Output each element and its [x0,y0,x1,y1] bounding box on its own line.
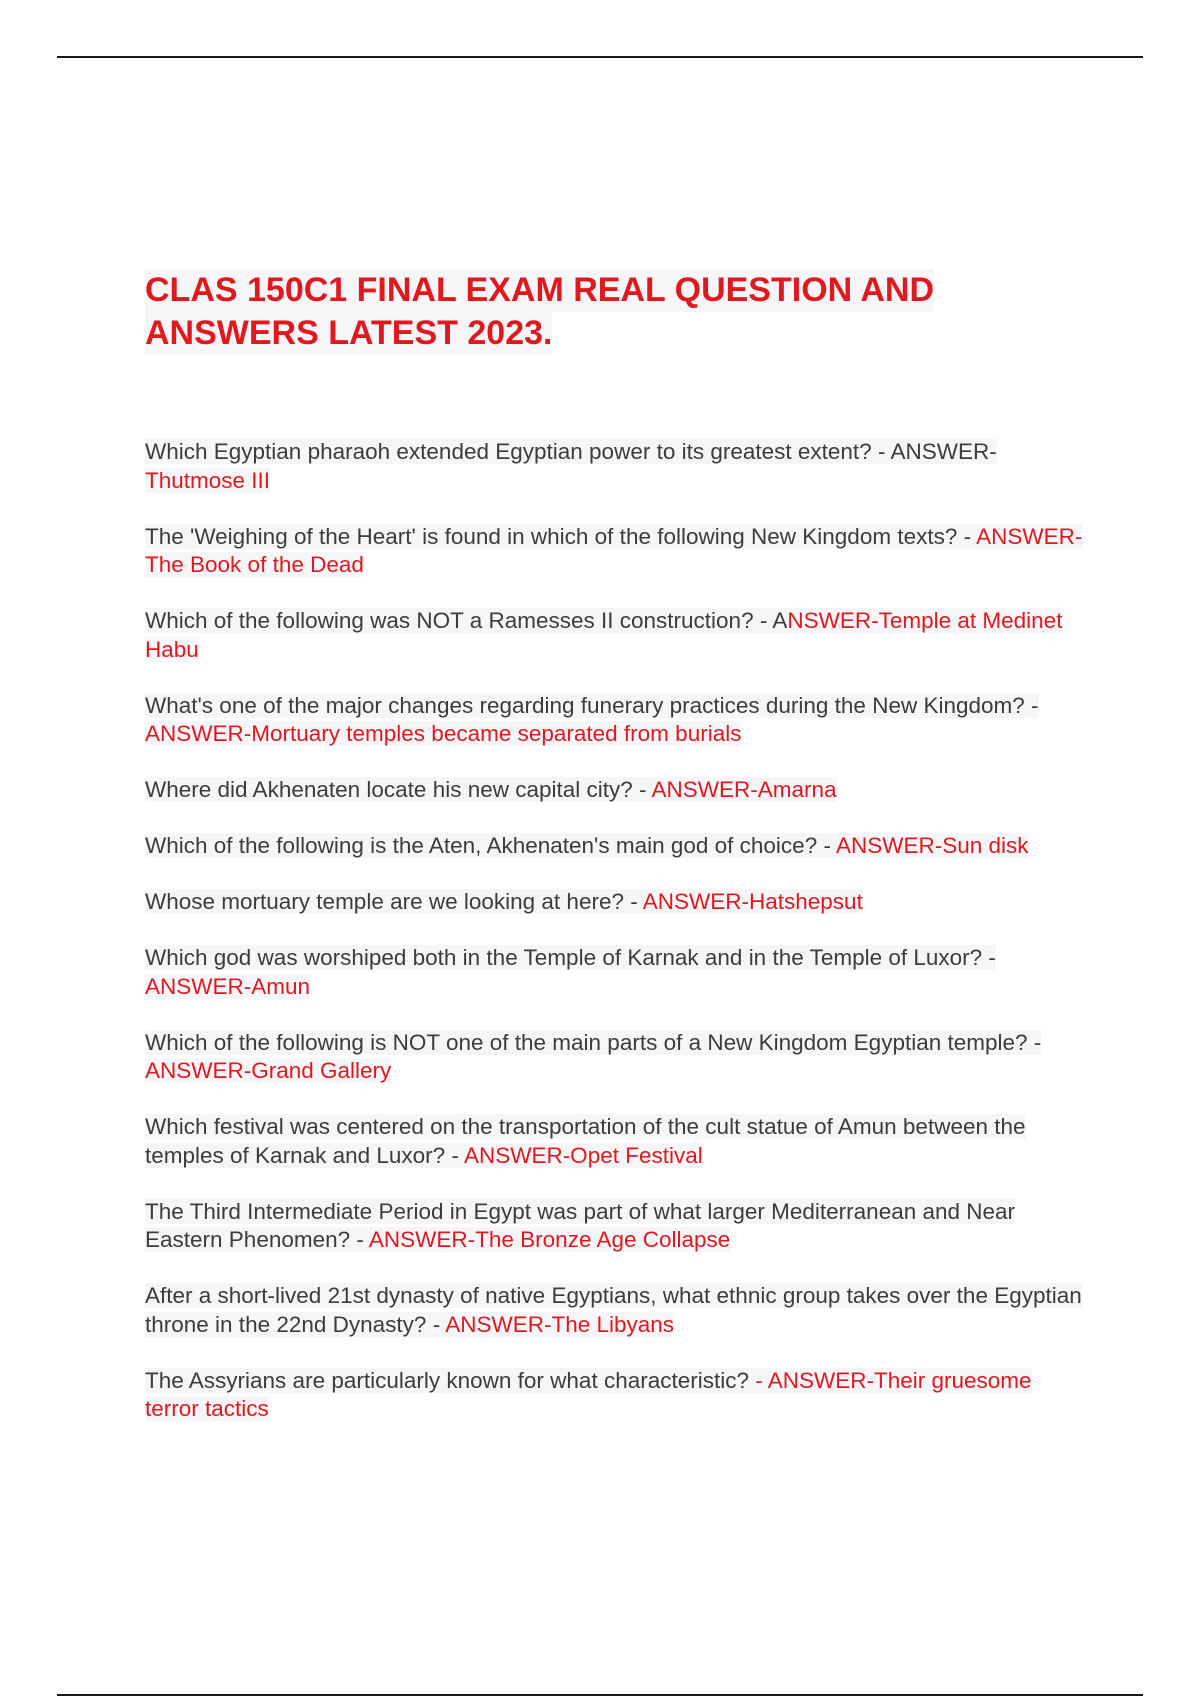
qa-item [145,692,1085,749]
question-text: Where did Akhenaten locate his new capital city? - [145,777,652,802]
question-text: Which of the following was NOT a Ramesses II construction? - A [145,608,788,633]
question-text: Which festival was centered on the transportation of the cult statue of Amun between the temples of Karnak and Luxor? - [145,1114,1026,1168]
question-text: Which god was worshiped both in the Temple of Karnak and in the Temple of Luxor? - [145,945,996,970]
qa-item [145,1198,1085,1255]
qa-item [145,1282,1085,1339]
qa-item [145,1113,1085,1170]
question-text: Which of the following is NOT one of the main parts of a New Kingdom Egyptian temple? - [145,1029,1042,1055]
answer-text: ANSWER-Opet Festival [463,1142,703,1168]
qa-item [145,944,1085,1001]
answer-text: ANSWER-Amun [145,973,311,999]
answer-text: NSWER-Temple at Medinet Habu [145,608,1063,662]
question-text: Whose mortuary temple are we looking at here? - [145,889,643,914]
qa-item [145,888,1085,917]
qa-item [145,1367,1085,1424]
footer-rule [57,1694,1143,1696]
answer-text: ANSWER-Hatshepsut [642,889,863,914]
title-line-2: ANSWERS LATEST 2023. [145,312,552,355]
answer-text: ANSWER-Grand Gallery [145,1058,392,1083]
qa-item [145,438,1085,495]
qa-item [145,776,1085,805]
qa-item [145,1029,1085,1086]
qa-item [145,607,1085,664]
answer-text: ANSWER-Mortuary temples became separated from burials [145,721,742,746]
question-text: Which of the following is the Aten, Akhenaten's main god of choice? - [145,833,836,858]
answer-text: ANSWER-The Libyans [445,1311,675,1337]
answer-text: Thutmose III [145,467,271,493]
question-text: The Assyrians are particularly known for what characteristic? [145,1367,756,1393]
question-text: The 'Weighing of the Heart' is found in which of the following New Kingdom texts? - [145,523,977,549]
document-title [145,269,1085,355]
answer-text: ANSWER-Sun disk [835,833,1029,858]
question-text: After a short-lived 21st dynasty of native Egyptians, what ethnic group takes over the Egyptian throne in the 22nd Dynasty? - [145,1283,1082,1337]
qa-item [145,832,1085,861]
answer-text: ANSWER-The Book of the Dead [145,523,1083,577]
qa-item [145,523,1085,580]
question-answer-list [145,438,1085,1451]
answer-text: - ANSWER-Their gruesome terror tactics [145,1367,1032,1421]
answer-text: ANSWER-The Bronze Age Collapse [368,1227,731,1252]
question-text: The Third Intermediate Period in Egypt was part of what larger Mediterranean and Near Eastern Phenomen? - [145,1198,1016,1252]
answer-text: ANSWER-Amarna [651,777,837,802]
question-text: What's one of the major changes regarding funerary practices during the New Kingdom? - [145,692,1039,718]
header-rule [57,56,1143,58]
question-text: Which Egyptian pharaoh extended Egyptian power to its greatest extent? - ANSWER- [145,439,997,464]
title-line-1: CLAS 150C1 FINAL EXAM REAL QUESTION AND [145,269,934,312]
